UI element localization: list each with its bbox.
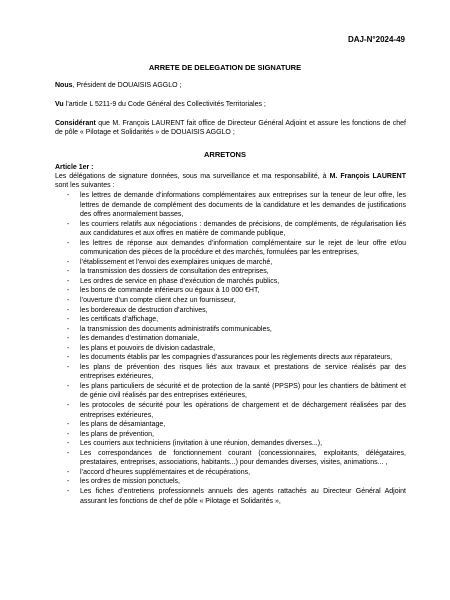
list-item: - les certificats d’affichage, — [55, 315, 406, 325]
list-item: - les ordres de mission ponctuels, — [55, 477, 406, 487]
arretons-heading: ARRETONS — [204, 150, 246, 159]
document-title: ARRETE DE DELEGATION DE SIGNATURE — [148, 63, 302, 72]
nous-paragraph — [55, 81, 406, 90]
list-item: - les plans de désamiantage, — [55, 420, 406, 430]
nous-text: , Président de DOUAISIS AGGLO ; — [72, 82, 182, 89]
list-item: - les plans de prévention des risques liés aux travaux et prestations de service réalisés par des entreprises extérieures, — [55, 363, 406, 382]
list-item: - Les correspondances de fonctionnement courant (concessionnaires, exploitants, délégataires, prestataires, entreprises, associations, habitants...) pour demandes diverses, visites, animations... , — [55, 449, 406, 468]
list-item: - Les ordres de service en phase d’exécution de marchés publics, — [55, 277, 406, 287]
article-1-intro-text: Les délégations de signature données, sous ma surveillance et ma responsabilité, à — [55, 173, 330, 180]
vu-label: Vu — [55, 101, 64, 108]
article-1-intro-name: M. François LAURENT — [329, 173, 406, 180]
document-reference: DAJ-N°2024-49 — [347, 35, 405, 44]
list-item: - les plans de prévention, — [55, 430, 406, 440]
considerant-label: Considérant — [55, 120, 96, 127]
delegation-list — [55, 191, 406, 506]
list-item: - la transmission des dossiers de consultation des entreprises, — [55, 267, 406, 277]
list-item: - les plans et pouvoirs de division cadastrale, — [55, 344, 406, 354]
list-item: - les lettres de réponse aux demandes d’information complémentaire sur le rejet de leur offre et/ou communication des pièces de la procédure et des marchés, formulées par les entreprises, — [55, 239, 406, 258]
considerant-text: que M. François LAURENT fait office de Directeur Général Adjoint et assure les fonctions de chef de pôle « Pilotage et Solidarités » de DOUAISIS AGGLO ; — [55, 120, 406, 136]
article-1-intro — [55, 172, 406, 190]
list-item: - les plans particuliers de sécurité et de protection de la santé (PPSPS) pour les chantiers de bâtiment et de génie civil réalisés par des entreprises extérieures, — [55, 382, 406, 401]
list-item: - les documents établis par les compagnies d’assurances pour les règlements directs aux réparateurs, — [55, 353, 406, 363]
list-item: - l’accord d’heures supplémentaires et de récupérations, — [55, 468, 406, 478]
considerant-paragraph — [55, 119, 406, 137]
list-item: - les protocoles de sécurité pour les opérations de chargement et de déchargement réalisées par des entreprises extérieures, — [55, 401, 406, 420]
list-item: - les courriers relatifs aux négociations : demandes de précisions, de compléments, de régularisation liés aux candidatures et aux offres en matière de commande publique, — [55, 220, 406, 239]
vu-paragraph — [55, 100, 406, 109]
list-item: - Les courriers aux techniciens (invitation à une réunion, demandes diverses...), — [55, 439, 406, 449]
list-item: - les bons de commande inférieurs ou égaux à 10 000 €HT, — [55, 286, 406, 296]
article-1-intro-end: sont les suivantes : — [55, 182, 115, 189]
list-item: - l’établissement et l’envoi des exemplaires uniques de marché, — [55, 258, 406, 268]
list-item: - l’ouverture d’un compte client chez un fournisseur, — [55, 296, 406, 306]
nous-label: Nous — [55, 82, 73, 89]
list-item: - les bordereaux de destruction d’archives, — [55, 306, 406, 316]
vu-text: l’article L 5211-9 du Code Général des Collectivités Territoriales ; — [63, 101, 266, 108]
list-item: - Les fiches d’entretiens professionnels annuels des agents rattachés au Directeur Général Adjoint assurant les fonctions de chef de pôle « Pilotage et Solidarités », — [55, 487, 406, 506]
article-1-label: Article 1er : — [55, 164, 94, 171]
list-item: - les demandes d’estimation domaniale, — [55, 334, 406, 344]
list-item: - les lettres de demande d’informations complémentaires aux entreprises sur la teneur de leur offre, les lettres de demande de complément des documents de la candidature et les demandes de justifications des offres anormalement basses, — [55, 191, 406, 220]
list-item: - la transmission des documents administratifs communicables, — [55, 325, 406, 335]
